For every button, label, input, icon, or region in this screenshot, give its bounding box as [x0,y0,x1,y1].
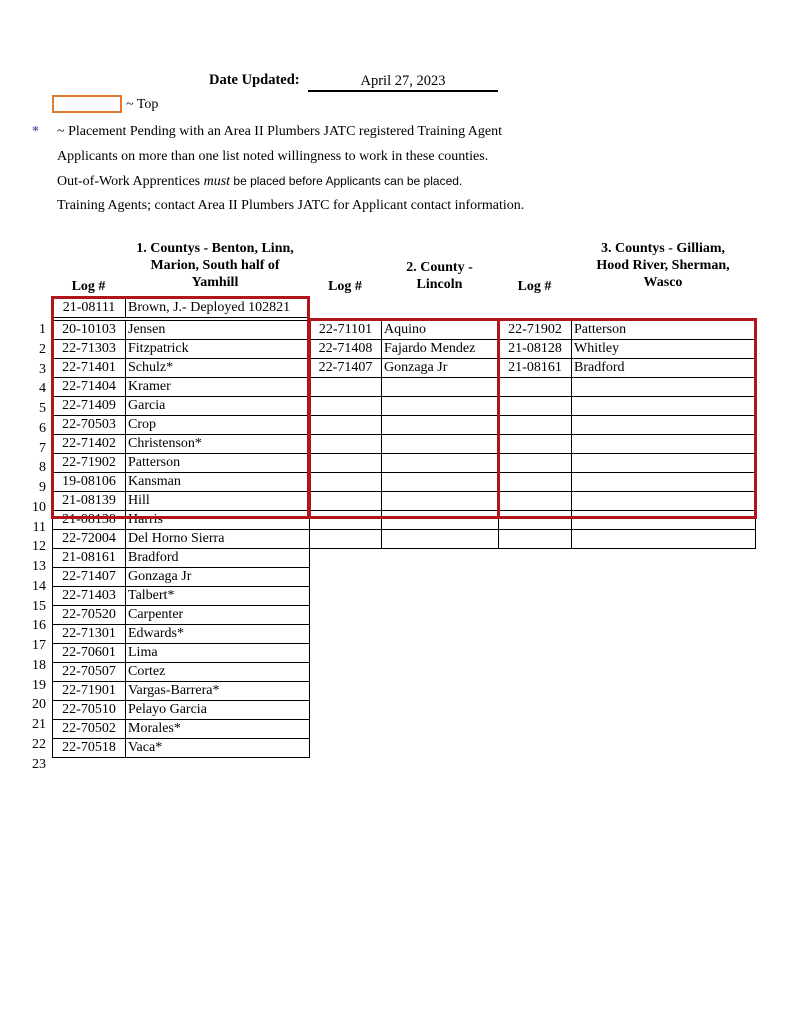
name-cell: Patterson [126,454,310,473]
log-cell: 22-71407 [53,568,126,587]
row-number: 23 [32,756,46,772]
group3-log-cell [499,511,572,530]
table-row [53,644,310,663]
table-row [53,739,310,758]
group1-title [120,240,310,291]
row-number: 8 [39,460,46,476]
name-cell: Cortez [126,663,310,682]
group3-log-cell [499,397,572,416]
group3-name-cell: Patterson [572,321,756,340]
group3-name-cell [572,492,756,511]
group2-name-cell [382,530,499,549]
row-number: 10 [32,499,46,515]
row-number: 2 [39,341,46,357]
group3-name-cell [572,511,756,530]
group3-name-cell: Whitley [572,340,756,359]
group2-title [381,259,498,293]
table-row [310,454,756,473]
group2-log-cell [310,435,382,454]
note-multiple-lists: Applicants on more than one list noted willingness to work in these counties. [57,149,489,164]
group3-name-cell [572,530,756,549]
name-cell: Morales* [126,720,310,739]
asterisk-legend-note: ~ Placement Pending with an Area II Plumbers JATC registered Training Agent [57,124,503,139]
table-row [53,454,310,473]
log-cell: 22-71401 [53,359,126,378]
group3-name-cell [572,378,756,397]
table-row [310,416,756,435]
log-cell: 22-70518 [53,739,126,758]
group1-table [52,320,310,758]
name-cell: Christenson* [126,435,310,454]
name-cell: Bradford [126,549,310,568]
note-training-agents: Training Agents; contact Area II Plumbers JATC for Applicant contact information. [57,198,525,213]
row-number: 3 [39,361,46,377]
group1-log-header: Log # [71,279,106,294]
group2-name-cell [382,416,499,435]
name-cell: Schulz* [126,359,310,378]
group2-log-cell [310,378,382,397]
name-cell: Del Horno Sierra [126,530,310,549]
group3-name-cell [572,454,756,473]
table-row [53,549,310,568]
row-number: 14 [32,578,46,594]
row-number: 6 [39,420,46,436]
group2-title-line2: Lincoln [416,277,463,292]
table-row [53,511,310,530]
group2-name-cell [382,511,499,530]
group1-title-line1: 1. Countys - Benton, Linn, [136,241,294,256]
group2-name-cell [382,473,499,492]
name-cell: Garcia [126,397,310,416]
log-cell: 21-08138 [53,511,126,530]
group2-log-cell [310,454,382,473]
table-row [310,492,756,511]
log-cell: 22-71301 [53,625,126,644]
group3-log-cell [499,378,572,397]
group3-title-line1: 3. Countys - Gilliam, [600,241,726,256]
name-cell: Edwards* [126,625,310,644]
table-row [53,340,310,359]
table-row [53,682,310,701]
log-cell: 22-71403 [53,587,126,606]
row-number: 20 [32,697,46,713]
log-cell: 22-71901 [53,682,126,701]
log-cell: 21-08139 [53,492,126,511]
group3-name-cell [572,473,756,492]
group2-name-cell [382,435,499,454]
table-row [53,606,310,625]
table-row [53,568,310,587]
row-number: 21 [32,717,46,732]
group2-log-cell [310,397,382,416]
group3-log-cell [499,530,572,549]
name-cell: Crop [126,416,310,435]
table-row [53,530,310,549]
group2-log-cell: 22-71408 [310,340,382,359]
top-legend-swatch [52,95,122,113]
row-number: 15 [32,598,46,614]
name-cell: Vargas-Barrera* [126,682,310,701]
log-cell: 22-70503 [53,416,126,435]
group2-name-cell: Fajardo Mendez [382,340,499,359]
table-row [310,397,756,416]
group3-log-cell: 21-08128 [499,340,572,359]
note-out-of-work-part1: Out-of-Work Apprentices [57,174,204,189]
log-cell: 22-70510 [53,701,126,720]
table-row [53,473,310,492]
table-row [53,492,310,511]
table-row [53,435,310,454]
group3-log-cell: 21-08161 [499,359,572,378]
row-number: 17 [32,638,46,653]
log-cell: 22-72004 [53,530,126,549]
group2-name-cell: Aquino [382,321,499,340]
group2-name-cell: Gonzaga Jr [382,359,499,378]
log-cell: 22-71404 [53,378,126,397]
group2-group3-table [309,320,756,549]
group2-name-cell [382,492,499,511]
table-row [53,663,310,682]
group3-name-cell: Bradford [572,359,756,378]
row-number: 1 [39,322,46,337]
asterisk-legend-symbol: * [32,124,39,139]
group2-log-header: Log # [328,279,362,294]
table-row [53,359,310,378]
group3-log-cell [499,416,572,435]
name-cell: Lima [126,644,310,663]
name-cell: Kramer [126,378,310,397]
group2-log-cell: 22-71407 [310,359,382,378]
group3-log-cell [499,492,572,511]
name-cell: Jensen [126,321,310,340]
row-number: 19 [32,677,46,693]
row-number: 9 [39,480,46,495]
table-row [310,473,756,492]
row-number: 4 [39,381,46,397]
date-updated-label: Date Updated: [209,72,300,88]
date-updated-value: April 27, 2023 [308,70,498,92]
table-row [53,625,310,644]
log-cell: 22-70520 [53,606,126,625]
group1-title-line2: Marion, South half of [150,258,280,273]
row-number: 13 [32,559,46,574]
group2-log-cell: 22-71101 [310,321,382,340]
group3-log-cell [499,473,572,492]
log-cell: 22-71409 [53,397,126,416]
log-cell: 22-70502 [53,720,126,739]
table-row [310,378,756,397]
group3-log-cell [499,435,572,454]
table-row [53,321,310,340]
name-cell: Pelayo Garcia [126,701,310,720]
group3-log-cell: 22-71902 [499,321,572,340]
group3-name-cell [572,435,756,454]
name-cell: Talbert* [126,587,310,606]
group1-deployed-table [52,298,310,318]
group3-log-cell [499,454,572,473]
name-cell: Carpenter [126,606,310,625]
row-number: 16 [32,618,46,634]
name-cell: Harris [126,511,310,530]
log-cell: 21-08111 [53,299,126,318]
group2-log-cell [310,416,382,435]
log-cell: 21-08161 [53,549,126,568]
table-row [310,321,756,340]
log-cell: 22-71402 [53,435,126,454]
log-cell: 22-70507 [53,663,126,682]
table-row [310,530,756,549]
group1-title-line3: Yamhill [191,275,239,290]
log-cell: 22-70601 [53,644,126,663]
table-row [310,340,756,359]
note-out-of-work-part2: be placed before Applicants can be placed. [230,174,463,188]
note-out-of-work-emphasis: must [203,174,231,189]
group3-name-cell [572,397,756,416]
table-row [53,397,310,416]
group2-name-cell [382,397,499,416]
name-cell: Kansman [126,473,310,492]
table-row [53,299,310,318]
table-row [53,701,310,720]
group3-title-line3: Wasco [643,275,683,290]
row-number: 7 [39,440,46,456]
note-out-of-work [57,174,462,190]
name-cell: Brown, J.- Deployed 102821 [126,299,310,318]
group3-name-cell [572,416,756,435]
table-row [53,378,310,397]
group2-name-cell [382,378,499,397]
top-legend-label: ~ Top [126,97,159,112]
table-row [53,587,310,606]
name-cell: Fitzpatrick [126,340,310,359]
row-number: 5 [39,401,46,416]
log-cell: 22-71902 [53,454,126,473]
log-cell: 19-08106 [53,473,126,492]
name-cell: Hill [126,492,310,511]
group2-title-line1: 2. County - [406,260,473,275]
table-row [53,720,310,739]
group2-log-cell [310,473,382,492]
group2-log-cell [310,492,382,511]
table-row [310,511,756,530]
name-cell: Vaca* [126,739,310,758]
name-cell: Gonzaga Jr [126,568,310,587]
log-cell: 20-10103 [53,321,126,340]
row-number: 22 [32,736,46,752]
table-row [53,416,310,435]
group3-title-line2: Hood River, Sherman, [596,258,730,273]
table-row [310,435,756,454]
group2-name-cell [382,454,499,473]
group3-log-header: Log # [517,279,552,294]
group2-log-cell [310,511,382,530]
row-number: 12 [32,539,46,555]
log-cell: 22-71303 [53,340,126,359]
row-number: 11 [32,519,46,535]
group2-log-cell [310,530,382,549]
group3-title [571,240,755,291]
row-number: 18 [32,657,46,673]
table-row [310,359,756,378]
